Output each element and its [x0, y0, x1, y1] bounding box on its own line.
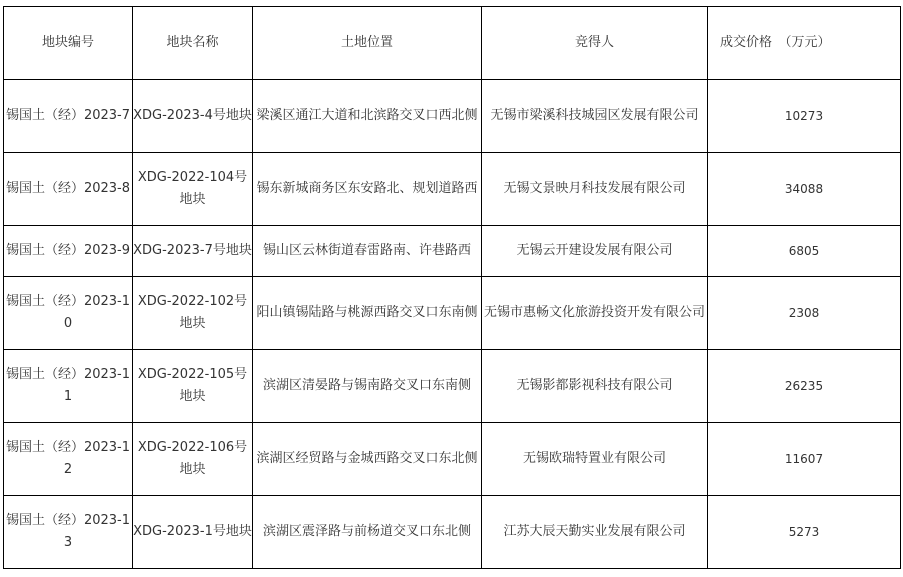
cell-plot-no: 锡国土（经）2023-9: [4, 226, 133, 277]
cell-winner: 江苏大辰天勤实业发展有限公司: [482, 496, 708, 569]
cell-location: 滨湖区震泽路与前杨道交叉口东北侧: [253, 496, 482, 569]
cell-plot-name: XDG-2023-7号地块: [133, 226, 253, 277]
cell-location: 滨湖区经贸路与金城西路交叉口东北侧: [253, 423, 482, 496]
cell-plot-no: 锡国土（经）2023-10: [4, 277, 133, 350]
cell-plot-name: XDG-2022-104号地块: [133, 153, 253, 226]
cell-plot-no: 锡国土（经）2023-12: [4, 423, 133, 496]
cell-plot-name: XDG-2023-1号地块: [133, 496, 253, 569]
cell-price: 34088: [708, 153, 901, 226]
header-plot-no: 地块编号: [4, 7, 133, 80]
cell-winner: 无锡市梁溪科技城园区发展有限公司: [482, 80, 708, 153]
cell-plot-no: 锡国土（经）2023-13: [4, 496, 133, 569]
cell-winner: 无锡欧瑞特置业有限公司: [482, 423, 708, 496]
header-price: 成交价格 （万元）: [708, 7, 901, 80]
cell-plot-name: XDG-2022-106号地块: [133, 423, 253, 496]
table-row: [4, 153, 901, 226]
land-transaction-table: [3, 6, 901, 569]
table-row: [4, 80, 901, 153]
table-row: [4, 496, 901, 569]
cell-winner: 无锡云开建设发展有限公司: [482, 226, 708, 277]
cell-plot-no: 锡国土（经）2023-11: [4, 350, 133, 423]
header-winner: 竞得人: [482, 7, 708, 80]
cell-price: 2308: [708, 277, 901, 350]
cell-location: 滨湖区清晏路与锡南路交叉口东南侧: [253, 350, 482, 423]
cell-plot-name: XDG-2023-4号地块: [133, 80, 253, 153]
cell-price: 26235: [708, 350, 901, 423]
cell-location: 阳山镇锡陆路与桃源西路交叉口东南侧: [253, 277, 482, 350]
cell-price: 6805: [708, 226, 901, 277]
cell-winner: 无锡市惠畅文化旅游投资开发有限公司: [482, 277, 708, 350]
cell-location: 锡山区云林街道春雷路南、许巷路西: [253, 226, 482, 277]
cell-plot-no: 锡国土（经）2023-8: [4, 153, 133, 226]
cell-plot-no: 锡国土（经）2023-7: [4, 80, 133, 153]
table-row: [4, 423, 901, 496]
table-row: [4, 350, 901, 423]
cell-price: 11607: [708, 423, 901, 496]
cell-winner: 无锡文景映月科技发展有限公司: [482, 153, 708, 226]
cell-winner: 无锡影都影视科技有限公司: [482, 350, 708, 423]
table-header-row: [4, 7, 901, 80]
cell-price: 10273: [708, 80, 901, 153]
header-plot-name: 地块名称: [133, 7, 253, 80]
cell-price: 5273: [708, 496, 901, 569]
cell-location: 梁溪区通江大道和北滨路交叉口西北侧: [253, 80, 482, 153]
table-row: [4, 226, 901, 277]
cell-location: 锡东新城商务区东安路北、规划道路西: [253, 153, 482, 226]
table-row: [4, 277, 901, 350]
cell-plot-name: XDG-2022-105号地块: [133, 350, 253, 423]
header-location: 土地位置: [253, 7, 482, 80]
cell-plot-name: XDG-2022-102号地块: [133, 277, 253, 350]
